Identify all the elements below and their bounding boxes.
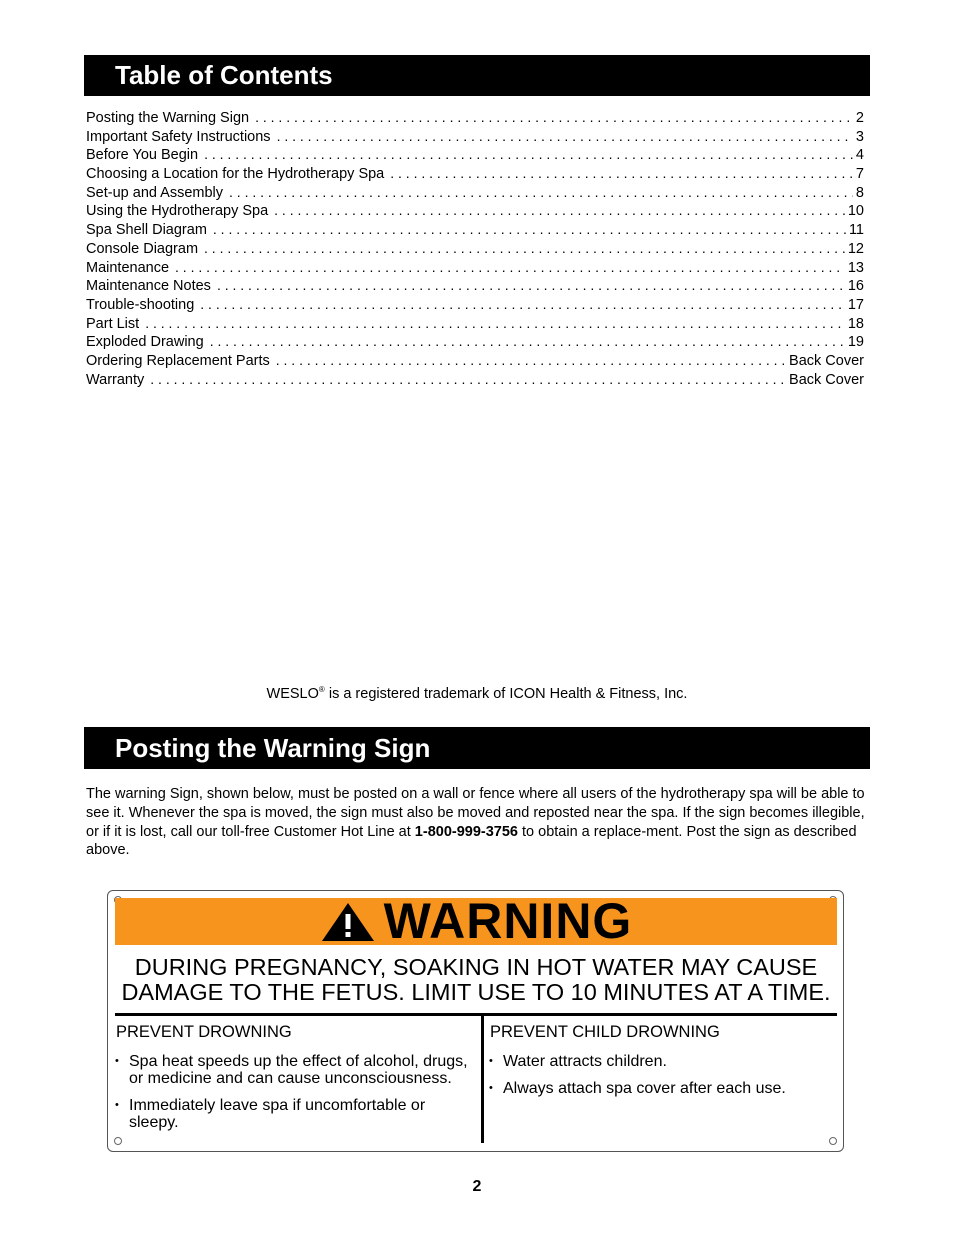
toc-entry-page: 13	[847, 259, 864, 276]
toc-entry-page: 11	[848, 222, 864, 239]
toc-entry-title: Warranty	[86, 371, 145, 388]
toc-entry-title: Maintenance Notes	[86, 278, 211, 295]
toc-entry-page: 3	[855, 128, 864, 145]
toc-leader	[200, 295, 845, 314]
trademark-brand: WESLO	[266, 686, 319, 702]
pregnancy-warning	[115, 955, 837, 1005]
list-item: • Spa heat speeds up the effect of alcohol, drugs, or medicine and can cause unconsciousness.	[115, 1053, 475, 1087]
toc-entry-title: Posting the Warning Sign	[86, 110, 250, 126]
toc-entry[interactable]	[86, 276, 864, 295]
toc-entry-title: Using the Hydrotherapy Spa	[86, 203, 269, 220]
toc-entry[interactable]	[86, 295, 864, 314]
toc-entry-title: Console Diagram	[86, 240, 199, 257]
toc-entry[interactable]	[86, 127, 864, 146]
toc-entry-page: 10	[847, 203, 864, 220]
toc-entry-title: Trouble-shooting	[86, 296, 195, 313]
toc-entry-page: Back Cover	[789, 371, 864, 388]
toc-leader	[150, 370, 786, 389]
toc-entry-title: Set-up and Assembly	[86, 184, 224, 201]
toc-leader	[217, 276, 845, 295]
toc-entry-title: Maintenance	[86, 259, 170, 276]
toc-entry-title: Important Safety Instructions	[86, 128, 271, 145]
toc-list	[86, 108, 864, 388]
prevent-drowning-title: PREVENT DROWNING	[116, 1023, 292, 1041]
toc-entry-page: 18	[847, 315, 864, 332]
posting-heading: Posting the Warning Sign	[115, 733, 431, 763]
toc-leader	[145, 314, 845, 333]
toc-entry-page: 17	[847, 296, 864, 313]
sign-divider	[115, 1013, 837, 1016]
toc-entry-title: Spa Shell Diagram	[86, 222, 207, 239]
toc-leader	[210, 332, 845, 351]
toc-entry-title: Ordering Replacement Parts	[86, 352, 270, 369]
toc-leader	[276, 351, 786, 370]
hotline-phone: 1-800-999-3756	[414, 823, 518, 840]
toc-leader	[204, 239, 845, 258]
sign-column-divider	[481, 1015, 484, 1143]
warning-word: WARNING	[383, 893, 633, 949]
toc-entry[interactable]	[86, 370, 864, 389]
toc-entry[interactable]	[86, 164, 864, 183]
toc-entry-title: Choosing a Location for the Hydrotherapy Spa	[86, 166, 385, 183]
toc-entry-title: Before You Begin	[86, 147, 199, 164]
toc-entry-page: 7	[855, 166, 864, 183]
toc-leader	[175, 258, 845, 277]
list-item: • Always attach spa cover after each use.	[489, 1080, 829, 1097]
toc-entry[interactable]	[86, 314, 864, 333]
toc-leader	[204, 145, 853, 164]
toc-entry[interactable]	[86, 108, 864, 127]
mounting-hole-icon	[829, 1137, 837, 1145]
toc-entry-page: 16	[847, 278, 864, 295]
toc-entry-page: 2	[855, 110, 864, 126]
prevent-child-drowning-list	[489, 1053, 829, 1107]
toc-entry-page: 4	[855, 147, 864, 164]
toc-entry[interactable]	[86, 220, 864, 239]
warning-sign	[107, 890, 844, 1152]
toc-entry-page: Back Cover	[789, 352, 864, 369]
registered-mark: ®	[318, 685, 325, 695]
toc-entry[interactable]	[86, 258, 864, 277]
toc-entry[interactable]	[86, 145, 864, 164]
toc-entry-page: 8	[855, 184, 864, 201]
toc-heading-band	[84, 55, 870, 96]
toc-entry[interactable]	[86, 239, 864, 258]
toc-entry[interactable]	[86, 351, 864, 370]
toc-leader	[390, 164, 853, 183]
warning-triangle-icon	[320, 901, 376, 943]
prevent-child-drowning-title: PREVENT CHILD DROWNING	[490, 1023, 720, 1041]
pregnancy-line-1: DURING PREGNANCY, SOAKING IN HOT WATER MAY CAUSE	[134, 954, 818, 980]
toc-heading: Table of Contents	[115, 60, 333, 90]
posting-heading-band	[84, 727, 870, 769]
toc-entry[interactable]	[86, 183, 864, 202]
toc-entry-page: 12	[847, 240, 864, 257]
toc-entry[interactable]	[86, 332, 864, 351]
toc-entry[interactable]	[86, 201, 864, 220]
toc-entry-title: Part List	[86, 315, 140, 332]
posting-intro-paragraph	[86, 785, 866, 860]
toc-leader	[229, 183, 853, 202]
intro-text-after: to obtain a replace-ment. Post the sign as described above.	[86, 823, 857, 859]
trademark-text: is a registered trademark of ICON Health & Fitness, Inc.	[324, 686, 688, 702]
warning-banner	[115, 893, 837, 949]
toc-leader	[274, 201, 845, 220]
prevent-drowning-list	[115, 1053, 475, 1141]
page-number: 2	[472, 1178, 482, 1195]
toc-leader	[213, 220, 846, 239]
pregnancy-line-2: DAMAGE TO THE FETUS. LIMIT USE TO 10 MINUTES AT A TIME.	[121, 979, 831, 1005]
list-item: • Water attracts children.	[489, 1053, 829, 1070]
toc-entry-title: Exploded Drawing	[86, 334, 204, 351]
toc-leader	[277, 127, 853, 146]
list-item: • Immediately leave spa if uncomfortable or sleepy.	[115, 1097, 475, 1131]
intro-text-before: The warning Sign, shown below, must be posted on a wall or fence where all users of the hydrotherapy spa will be able to see it. Whenever the spa is moved, the sign must also be moved and reposted near the spa. If the sign becomes illegible, or if it is lost, call our toll-free Customer Hot Line at	[86, 786, 865, 840]
toc-leader	[255, 108, 853, 127]
trademark-notice	[0, 686, 954, 702]
toc-entry-page: 19	[847, 334, 864, 351]
